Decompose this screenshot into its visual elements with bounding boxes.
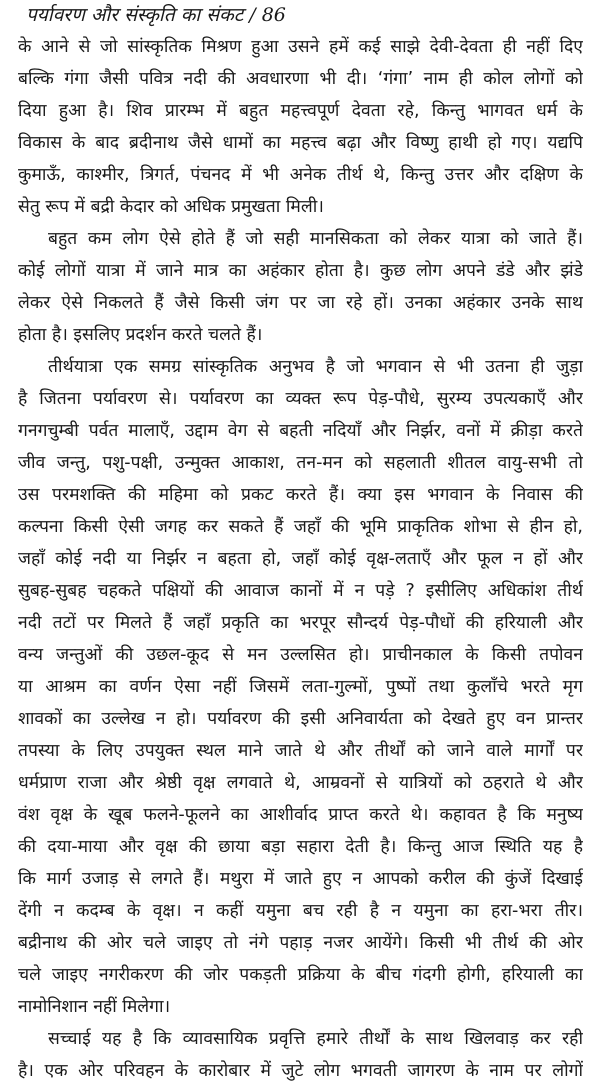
- text-line: है जितना पर्यावरण से। पर्यावरण का व्यक्त रूप पेड़-पौधे, सुरम्य उपत्यकाएँ और: [18, 389, 583, 409]
- text-line: जहाँ कोई नदी या निर्झर न बहता हो, जहाँ कोई वृक्ष-लताएँ और फूल न हों और: [18, 549, 583, 569]
- text-line: दिया हुआ है। शिव प्रारम्भ में बहुत महत्त्वपूर्ण देवता रहे, किन्तु भागवत धर्म के: [18, 101, 583, 121]
- paragraph: [18, 1023, 583, 1087]
- text-line: धर्मप्राण राजा और श्रेष्ठी वृक्ष लगवाते थे, आम्रवनों से यात्रियों को ठहराते थे और: [18, 773, 583, 793]
- text-line: तपस्या के लिए उपयुक्त स्थल माने जाते थे और तीर्थों को जाने वाले मार्गों पर: [18, 741, 583, 761]
- paragraph: [18, 223, 583, 351]
- text-line: सच्चाई यह है कि व्यावसायिक प्रवृत्ति हमारे तीर्थों के साथ खिलवाड़ कर रही: [48, 1029, 583, 1049]
- text-line: बद्रीनाथ की ओर चले जाइए तो नंगे पहाड़ नजर आयेंगे। किसी भी तीर्थ की ओर: [18, 933, 583, 953]
- text-line: उस परमशक्ति की महिमा को प्रकट करते हैं। क्या इस भगवान के निवास की: [18, 485, 583, 505]
- text-line: है। एक ओर परिवहन के कारोबार में जुटे लोग भगवती जागरण के नाम पर लोगों: [18, 1061, 583, 1081]
- paragraph: [18, 351, 583, 1023]
- text-line: चले जाइए नगरीकरण की जोर पकड़ती प्रक्रिया के बीच गंदगी होगी, हरियाली का: [18, 965, 583, 985]
- text-line: के आने से जो सांस्कृतिक मिश्रण हुआ उसने हमें कई साझे देवी-देवता ही नहीं दिए: [18, 37, 583, 57]
- text-line: वन्य जन्तुओं की उछल-कूद से मन उल्लसित हो। प्राचीनकाल के किसी तपोवन: [18, 645, 583, 665]
- running-header: [26, 1, 286, 29]
- text-line: नामोनिशान नहीं मिलेगा।: [18, 997, 171, 1017]
- text-line: शावकों का उल्लेख न हो। पर्यावरण की इसी अनिवार्यता को देखते हुए वन प्रान्तर: [18, 709, 583, 729]
- page-body: [18, 31, 583, 1087]
- text-line: या आश्रम का वर्णन ऐसा नहीं जिसमें लता-गुल्मों, पुष्पों तथा कुलाँचे भरते मृग: [18, 677, 583, 697]
- text-line: कोई लोगों यात्रा में जाने मात्र का अहंकार होता है। कुछ लोग अपने डंडे और झंडे: [18, 261, 583, 281]
- text-line: सेतु रूप में बद्री केदार को अधिक प्रमुखता मिली।: [18, 197, 324, 217]
- text-line: वंश वृक्ष के खूब फलने-फूलने का आशीर्वाद प्राप्त करते थे। कहावत है कि मनुष्य: [18, 805, 583, 825]
- paragraph: [18, 31, 583, 223]
- text-line: देंगी न कदम्ब के वृक्ष। न कहीं यमुना बच रही है न यमुना का हरा-भरा तीर।: [18, 901, 583, 921]
- text-line: होता है। इसलिए प्रदर्शन करते चलते हैं।: [18, 325, 263, 345]
- text-line: जीव जन्तु, पशु-पक्षी, उन्मुक्त आकाश, तन-मन को सहलाती शीतल वायु-सभी तो: [18, 453, 583, 473]
- book-title: पर्यावरण और संस्कृति का संकट: [26, 4, 244, 26]
- text-line: बहुत कम लोग ऐसे होते हैं जो सही मानसिकता को लेकर यात्रा को जाते हैं।: [48, 229, 583, 249]
- text-line: कल्पना किसी ऐसी जगह कर सकते हैं जहाँ की भूमि प्राकृतिक शोभा से हीन हो,: [18, 517, 583, 537]
- scan-speck: [538, 6, 542, 10]
- page-number: 86: [261, 4, 286, 26]
- text-line: गनगचुम्बी पर्वत मालाएँ, उद्दाम वेग से बहती नदियाँ और निर्झर, वनों में क्रीड़ा करते: [18, 421, 583, 441]
- text-line: की दया-माया और वृक्ष की छाया बड़ा सहारा देती है। किन्तु आज स्थिति यह है: [18, 837, 583, 857]
- text-line: लेकर ऐसे निकलते हैं जैसे किसी जंग पर जा रहे हों। उनका अहंकार उनके साथ: [18, 293, 583, 313]
- text-line: नदी तटों पर मिलते हैं जहाँ प्रकृति का भरपूर सौन्दर्य पेड़-पौधों की हरियाली और: [18, 613, 583, 633]
- text-line: कि मार्ग उजाड़ से लगते हैं। मथुरा में जाते हुए न आपको करील की कुंजें दिखाई: [18, 869, 583, 889]
- text-line: विकास के बाद ब्रदीनाथ जैसे धामों का महत्त्व बढ़ा और विष्णु हाथी हो गए। यद्यपि: [18, 133, 583, 153]
- text-line: कुमाऊँ, काश्मीर, त्रिगर्त, पंचनद में भी अनेक तीर्थ थे, किन्तु उत्तर और दक्षिण के: [18, 165, 583, 185]
- text-line: बल्कि गंगा जैसी पवित्र नदी की अवधारणा भी दी। ‘गंगा’ नाम ही कोल लोगों को: [18, 69, 583, 89]
- text-line: सुबह-सुबह चहकते पक्षियों की आवाज कानों में न पड़े ? इसीलिए अधिकांश तीर्थ: [18, 581, 583, 601]
- text-line: तीर्थयात्रा एक समग्र सांस्कृतिक अनुभव है जो भगवान से भी उतना ही जुड़ा: [48, 357, 583, 377]
- header-separator: /: [249, 4, 256, 26]
